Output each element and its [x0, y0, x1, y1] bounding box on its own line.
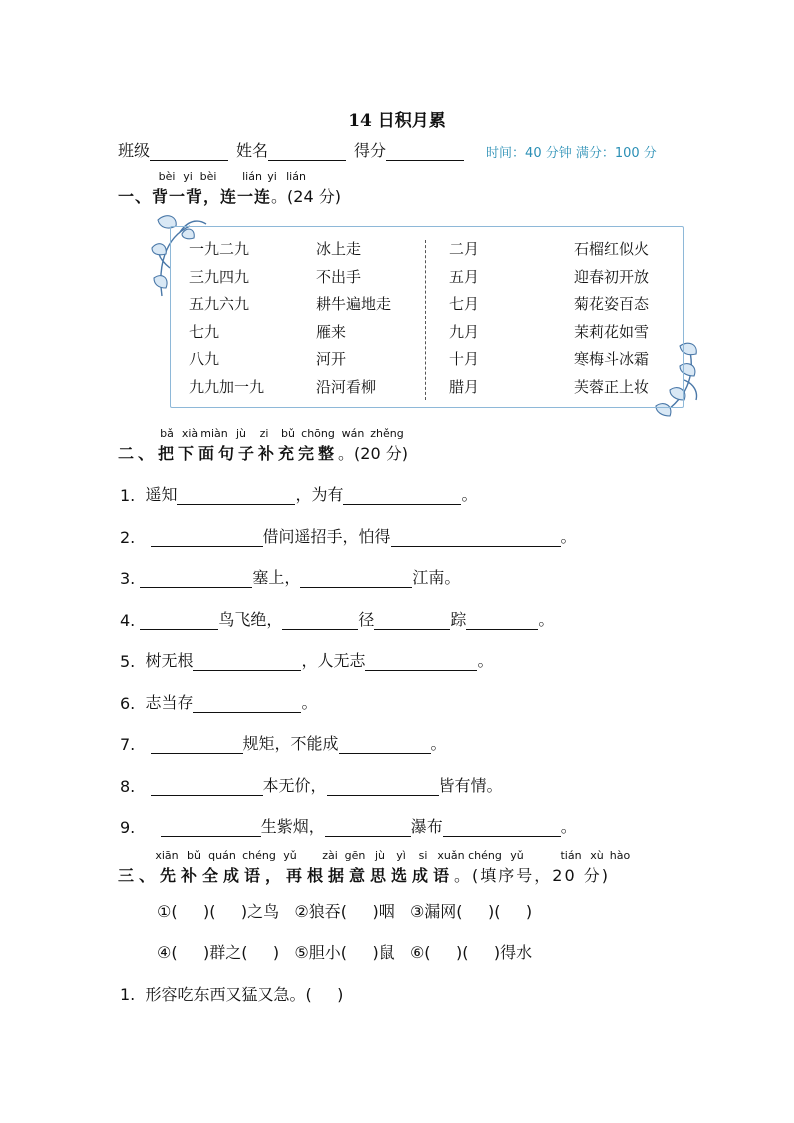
section2-heading [118, 441, 408, 464]
question-text: 。 [430, 734, 447, 753]
question-text: 塞上， [252, 568, 301, 587]
section1-heading [118, 184, 341, 207]
idiom-row-1[interactable]: ①( )( )之鸟 ②狼吞( )咽 ③漏网( )( ) [157, 902, 533, 921]
list-item[interactable]: 五九六九 [189, 295, 250, 314]
question-number: 2. [120, 528, 136, 547]
question-text: 。 [560, 817, 577, 836]
pinyin: xuǎn [437, 849, 465, 862]
question-text: 借问遥招手，怕得 [262, 527, 391, 546]
pinyin: tián [560, 849, 582, 862]
pinyin: bǎ [160, 427, 174, 440]
fill-question-9 [120, 814, 577, 837]
fill-question-2 [120, 524, 577, 547]
pinyin: yì [396, 849, 406, 862]
pinyin: chéng [242, 849, 276, 862]
question-number: 8. [120, 777, 136, 796]
choice-question-1[interactable]: 1. 形容吃东西又猛又急。( ) [120, 985, 344, 1004]
list-item[interactable]: 寒梅斗冰霜 [574, 350, 650, 369]
list-item[interactable]: 河开 [316, 350, 347, 369]
col-jiu-periods [189, 236, 264, 402]
answer-blank[interactable] [140, 611, 218, 630]
student-info-row [118, 138, 657, 161]
question-text: 志当存 [145, 693, 194, 712]
list-item[interactable]: 十月 [449, 350, 480, 369]
answer-blank[interactable] [325, 818, 411, 837]
list-item[interactable]: 五月 [449, 267, 480, 286]
list-item[interactable]: 七九 [189, 322, 220, 341]
fill-question-7 [120, 731, 447, 754]
pinyin: zi [259, 427, 269, 440]
section2-points: 。(20 分) [338, 444, 408, 463]
question-text: 。 [560, 527, 577, 546]
pinyin: yǔ [283, 849, 297, 862]
answer-blank[interactable] [300, 569, 412, 588]
list-item[interactable]: 九九加一九 [189, 377, 265, 396]
answer-blank[interactable] [365, 652, 477, 671]
pinyin: bǔ [281, 427, 295, 440]
question-text: 。 [538, 610, 555, 629]
answer-blank[interactable] [151, 528, 263, 547]
pinyin: yǔ [510, 849, 524, 862]
fill-question-3 [120, 565, 460, 588]
answer-blank[interactable] [193, 652, 301, 671]
name-blank[interactable] [268, 142, 346, 161]
pinyin: xiān [155, 849, 179, 862]
question-text: 遥知 [145, 485, 178, 504]
pinyin: jù [235, 427, 247, 440]
score-label: 得分 [354, 141, 387, 160]
fill-question-5 [120, 648, 493, 671]
list-item[interactable]: 七月 [449, 295, 480, 314]
page-title: 14 日积月累 [348, 111, 446, 131]
list-item[interactable]: 耕牛遍地走 [316, 295, 392, 314]
pinyin: zhěng [370, 427, 404, 440]
question-text: 。 [461, 485, 478, 504]
answer-blank[interactable] [391, 528, 561, 547]
list-item[interactable]: 芙蓉正上妆 [574, 377, 650, 396]
answer-blank[interactable] [161, 818, 261, 837]
answer-blank[interactable] [282, 611, 358, 630]
answer-blank[interactable] [327, 777, 439, 796]
pinyin: yi [267, 170, 277, 183]
list-item[interactable]: 三九四九 [189, 267, 250, 286]
answer-blank[interactable] [140, 569, 252, 588]
section3-points: 。(填序号，20 分) [454, 866, 610, 885]
section3-heading [118, 863, 610, 886]
question-text: 瀑布 [410, 817, 443, 836]
answer-blank[interactable] [151, 777, 263, 796]
section1-points: 。(24 分) [271, 187, 341, 206]
list-item[interactable]: 冰上走 [316, 240, 362, 258]
list-item[interactable]: 迎春初开放 [574, 267, 650, 286]
fill-question-4 [120, 607, 554, 630]
pinyin: lián [242, 170, 262, 183]
col-months [449, 236, 479, 402]
col-flowers [574, 236, 649, 402]
pinyin: hào [609, 849, 631, 862]
question-text: 径 [358, 610, 375, 629]
pinyin: miàn [200, 427, 228, 440]
question-text: 树无根 [145, 651, 194, 670]
question-text: 本无价， [262, 776, 327, 795]
question-number: 9. [120, 818, 136, 837]
answer-blank[interactable] [374, 611, 450, 630]
list-item[interactable]: 雁来 [316, 322, 347, 341]
answer-blank[interactable] [193, 694, 301, 713]
answer-blank[interactable] [343, 486, 461, 505]
question-text: 生紫烟， [260, 817, 325, 836]
pinyin: gēn [344, 849, 366, 862]
score-blank[interactable] [386, 142, 464, 161]
idiom-row-2[interactable]: ④( )群之( ) ⑤胆小( )鼠 ⑥( )( )得水 [157, 943, 533, 962]
answer-blank[interactable] [151, 735, 243, 754]
pinyin: xù [590, 849, 604, 862]
question-text: 规矩，不能成 [242, 734, 339, 753]
section1-title: 一、背一背，连一连 [118, 187, 272, 206]
box-divider [425, 240, 426, 400]
name-label: 姓名 [236, 141, 269, 160]
question-number: 7. [120, 735, 136, 754]
class-blank[interactable] [150, 142, 228, 161]
list-item[interactable]: 一九二九 [189, 240, 250, 258]
question-text: ，为有 [295, 485, 344, 504]
section2-title: 二、把下面句子补充完整 [118, 444, 339, 463]
col-jiu-phenomena [316, 236, 391, 402]
question-number: 5. [120, 652, 136, 671]
fill-question-6 [120, 690, 317, 713]
question-text: 。 [477, 651, 494, 670]
pinyin: wán [341, 427, 365, 440]
question-text: ，人无志 [301, 651, 366, 670]
list-item[interactable]: 茉莉花如雪 [574, 322, 650, 341]
question-text: 江南。 [412, 568, 461, 587]
list-item[interactable]: 九月 [449, 322, 480, 341]
list-item[interactable]: 腊月 [449, 377, 480, 396]
list-item[interactable]: 菊花姿百态 [574, 295, 650, 314]
answer-blank[interactable] [339, 735, 431, 754]
list-item[interactable]: 二月 [449, 240, 480, 258]
fill-question-8 [120, 773, 503, 796]
pinyin: si [418, 849, 428, 862]
question-text: 皆有情。 [438, 776, 503, 795]
pinyin: chōng [301, 427, 335, 440]
pinyin: bǔ [187, 849, 201, 862]
pinyin: jù [374, 849, 386, 862]
question-number: 4. [120, 611, 136, 630]
section3-title: 三、先补全成语，再根据意思选成语 [118, 866, 455, 885]
question-number: 3. [120, 569, 136, 588]
list-item[interactable]: 不出手 [316, 267, 362, 286]
list-item[interactable]: 石榴红似火 [574, 240, 650, 258]
pinyin: zài [322, 849, 338, 862]
pinyin: chéng [468, 849, 502, 862]
answer-blank[interactable] [466, 611, 538, 630]
class-label: 班级 [118, 141, 151, 160]
question-number: 6. [120, 694, 136, 713]
time-info: 时间：40 分钟 满分：100 分 [486, 146, 657, 161]
answer-blank[interactable] [443, 818, 561, 837]
pinyin: quán [208, 849, 236, 862]
list-item[interactable]: 八九 [189, 350, 220, 369]
pinyin: yi [183, 170, 193, 183]
fill-question-1 [120, 482, 477, 505]
question-text: 踪 [450, 610, 467, 629]
list-item[interactable]: 沿河看柳 [316, 377, 377, 396]
pinyin: bèi [158, 170, 176, 183]
pinyin: bèi [199, 170, 217, 183]
question-text: 。 [301, 693, 318, 712]
question-text: 鸟飞绝， [218, 610, 283, 629]
answer-blank[interactable] [177, 486, 295, 505]
question-number: 1. [120, 486, 136, 505]
pinyin: xià [181, 427, 199, 440]
pinyin: lián [286, 170, 306, 183]
